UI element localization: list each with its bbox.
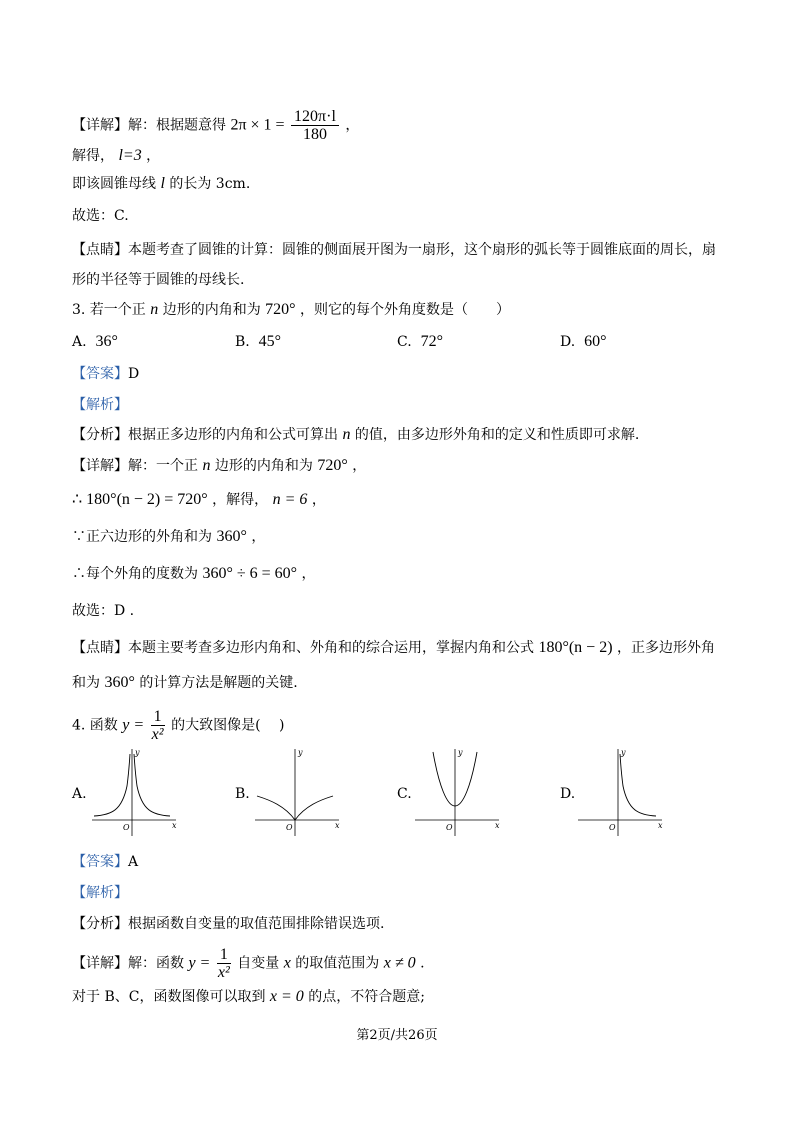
- text: 和为: [72, 675, 100, 691]
- option-label: D.: [560, 334, 576, 350]
- text: 3. 若一个正: [72, 302, 146, 318]
- text: 【详解】解：函数: [72, 955, 184, 972]
- math: l=3: [118, 147, 142, 164]
- answer-tag: 【答案】: [72, 366, 128, 382]
- axis-y-label: y: [621, 748, 626, 757]
- option-value: 45°: [258, 333, 282, 350]
- axis-x-label: x: [335, 821, 340, 830]
- analysis-tag-4: 【解析】: [72, 885, 128, 901]
- detail-4: [72, 946, 425, 981]
- graph-c-label: C.: [397, 786, 412, 802]
- text: ，: [251, 529, 266, 545]
- math: 720°: [317, 457, 348, 474]
- choice-line-d: 故选：D .: [72, 603, 135, 619]
- variable: n: [342, 426, 351, 443]
- math: x = 0: [269, 988, 304, 1005]
- answer-tag: 【答案】: [72, 854, 128, 870]
- text: 【点睛】本题主要考查多边形内角和、外角和的综合运用，掌握内角和公式: [72, 640, 534, 656]
- comment-line-2: 形的半径等于圆锥的母线长.: [72, 272, 245, 288]
- comment-3-line-2: [72, 673, 298, 693]
- variable: l: [160, 175, 165, 192]
- analysis-tag-3: 【解析】: [72, 397, 128, 413]
- text: 的长为 3cm.: [169, 176, 251, 192]
- math: x ≠ 0: [383, 954, 416, 972]
- text: 的取值范围为: [295, 955, 380, 972]
- question-3: [72, 300, 510, 320]
- text: 对于 B、C，函数图像可以取到: [72, 989, 266, 1005]
- text: ，: [352, 458, 367, 474]
- text: 【分析】根据正多边形的内角和公式可算出: [72, 427, 338, 443]
- page-footer: 第2页/共26页: [356, 1028, 438, 1043]
- fraction: [217, 946, 231, 981]
- math: 720°: [265, 301, 296, 318]
- question-4: [72, 708, 284, 743]
- graph-b: [255, 746, 345, 838]
- math: 180°(n − 2): [538, 639, 613, 656]
- axis-y-label: y: [135, 748, 140, 757]
- fraction: [151, 708, 165, 743]
- graph-d-label: D.: [560, 786, 576, 802]
- text: ∵正六边形的外角和为: [72, 529, 212, 545]
- detail-3: [72, 456, 366, 476]
- math: n = 6: [272, 491, 308, 508]
- answer-4: [72, 852, 138, 872]
- equation-left: 2π × 1 =: [230, 116, 285, 134]
- final-line: [72, 987, 425, 1007]
- variable: n: [202, 457, 211, 474]
- origin-label: O: [286, 823, 293, 832]
- option-label: B.: [235, 334, 250, 350]
- math: 360° ÷ 6 = 60°: [202, 565, 298, 582]
- answer-value: A: [128, 854, 139, 870]
- text: 的点，不符合题意;: [308, 989, 425, 1005]
- origin-label: O: [123, 823, 130, 832]
- text: 即该圆锥母线: [72, 176, 156, 192]
- text: 边形的内角和为: [162, 302, 261, 318]
- fraction-denominator: x²: [217, 964, 230, 981]
- option-label: A.: [72, 334, 87, 350]
- option-c: [397, 333, 443, 351]
- analysis-4: 【分析】根据函数自变量的取值范围排除错误选项.: [72, 916, 385, 932]
- result-line: [72, 174, 250, 194]
- option-value: 60°: [584, 333, 607, 350]
- origin-label: O: [609, 823, 616, 832]
- fraction-numerator: 1: [151, 708, 165, 726]
- answer-3: [72, 364, 139, 384]
- text: 解得，: [72, 148, 114, 164]
- text: ，正多边形外角: [616, 640, 715, 656]
- axis-x-label: x: [495, 821, 500, 830]
- text: 边形的内角和为: [214, 458, 313, 474]
- text: .: [420, 955, 425, 972]
- graph-a: [92, 746, 182, 838]
- axis-x-label: x: [658, 821, 663, 830]
- math: y =: [122, 716, 145, 734]
- comment-line-1: 【点睛】本题考查了圆锥的计算：圆锥的侧面展开图为一扇形，这个扇形的弧长等于圆锥底面的周长，扇: [72, 242, 716, 258]
- fraction: [291, 108, 339, 143]
- fraction-numerator: 1: [217, 946, 231, 964]
- text: ，: [301, 566, 316, 582]
- axis-y-label: y: [458, 748, 463, 757]
- text: 的计算方法是解题的关键.: [139, 675, 298, 691]
- option-label: C.: [397, 334, 412, 350]
- text: ，则它的每个外角度数是（ ）: [300, 302, 511, 318]
- graph-d: [578, 746, 668, 838]
- axis-y-label: y: [298, 748, 303, 757]
- variable: n: [150, 301, 159, 318]
- comment-3-line-1: [72, 638, 715, 658]
- detail-label: 【详解】解：根据题意得: [72, 117, 226, 134]
- fraction-numerator: 120π·l: [291, 108, 339, 126]
- origin-label: O: [446, 823, 453, 832]
- text: ，解得，: [212, 492, 269, 508]
- step-1: [72, 490, 326, 510]
- option-b: [235, 333, 281, 351]
- text: ，: [311, 492, 326, 508]
- step-3: [72, 564, 316, 584]
- option-value: 36°: [95, 333, 118, 350]
- punctuation: ，: [345, 117, 360, 134]
- text: ∴每个外角的度数为: [72, 566, 198, 582]
- step-2: [72, 527, 265, 547]
- math: 360°: [216, 528, 247, 545]
- math: 360°: [104, 674, 135, 691]
- detail-line-1: [72, 108, 359, 143]
- fraction-denominator: x²: [151, 726, 164, 743]
- text: 的值，由多边形外角和的定义和性质即可求解.: [354, 427, 640, 443]
- axis-x-label: x: [172, 821, 177, 830]
- choice-line-c: 故选：C.: [72, 208, 129, 224]
- math: ∴ 180°(n − 2) = 720°: [72, 491, 208, 508]
- math: y =: [188, 954, 211, 972]
- analysis-3: [72, 425, 639, 445]
- graph-b-label: B.: [235, 786, 250, 802]
- option-value: 72°: [420, 333, 443, 350]
- text: 的大致图像是( ): [171, 717, 285, 734]
- option-d: [560, 333, 607, 351]
- graph-c: [415, 746, 505, 838]
- text: 4. 函数: [72, 717, 118, 734]
- answer-value: D: [128, 366, 140, 382]
- punctuation: ，: [146, 148, 161, 164]
- fraction-denominator: 180: [302, 126, 327, 143]
- solve-line: [72, 146, 160, 166]
- text: 【详解】解：一个正: [72, 458, 198, 474]
- variable: x: [283, 954, 291, 972]
- text: 自变量: [237, 955, 280, 972]
- option-a: [72, 333, 118, 351]
- graph-a-label: A.: [72, 786, 87, 802]
